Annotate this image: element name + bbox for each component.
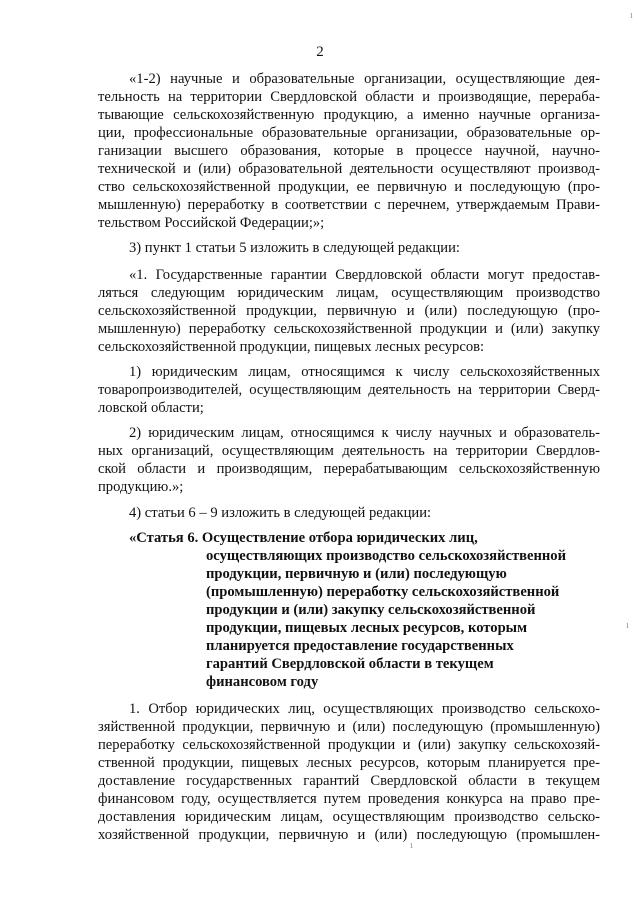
text-line: мышленную) переработку в соответствии с перечнем, утверждаемым Прави- — [98, 197, 600, 213]
text-line: ловской области; — [98, 400, 204, 416]
scan-speck: ı — [626, 620, 629, 631]
text-line: ственной продукции, пищевых лесных ресурсов, которым планируется пре- — [98, 755, 600, 771]
article-heading-line: продукции, пищевых лесных ресурсов, которым — [206, 620, 528, 636]
text-line: технической и (или) образовательной деятельности осуществляют производ- — [98, 161, 600, 177]
text-line: переработку сельскохозяйственной продукции и (или) закупку сельскохозяй- — [98, 737, 600, 753]
text-line: товаропроизводителей, осуществляющим деятельность на территории Сверд- — [98, 382, 600, 398]
text-line: тельством Российской Федерации;»; — [98, 215, 325, 231]
article-heading-line: планируется предоставление государственных — [206, 638, 514, 654]
text-line: «1-2) научные и образовательные организации, осуществляющие дея- — [129, 71, 600, 87]
text-line: 1) юридическим лицам, относящимся к числу сельскохозяйственных — [129, 364, 600, 380]
text-line: сельскохозяйственной продукции, первичную и (или) последующую (про- — [98, 303, 600, 319]
text-line: хозяйственной продукции, первичную и (или) последующую (промышлен- — [98, 827, 600, 843]
text-line: продукцию.»; — [98, 479, 184, 495]
text-line: ство сельскохозяйственной продукции, ее первичную и последующую (про- — [98, 179, 600, 195]
text-line: доставления юридическим лицам, осуществляющим производство сельско- — [98, 809, 600, 825]
text-line: тывающие сельскохозяйственную продукцию, а именно научные организа- — [98, 107, 600, 123]
scan-speck: ı — [630, 10, 633, 21]
text-line: тельность на территории Свердловской области и производящие, перераба- — [98, 89, 600, 105]
text-line: ных организаций, осуществляющим деятельность на территории Свердлов- — [98, 443, 600, 459]
article-heading-line: (промышленную) переработку сельскохозяйственной — [206, 584, 560, 600]
text-line: ганизации высшего образования, которые в процессе научной, научно- — [98, 143, 600, 159]
article-heading-line: осуществляющих производство сельскохозяйственной — [206, 548, 567, 564]
text-line: доставление государственных гарантий Свердловской области в текущем — [98, 773, 600, 789]
article-heading-line: гарантий Свердловской области в текущем — [206, 656, 494, 672]
article-heading-line: продукции и (или) закупку сельскохозяйственной — [206, 602, 536, 618]
text-line: ской области и производящим, перерабатывающим сельскохозяйственную — [98, 461, 600, 477]
text-line: сельскохозяйственной продукции, пищевых лесных ресурсов: — [98, 339, 485, 355]
text-line: 2) юридическим лицам, относящимся к числу научных и образователь- — [129, 425, 600, 441]
text-line: зяйственной продукции, первичную и (или) последующую (промышленную) — [98, 719, 600, 735]
page-number: 2 — [316, 44, 324, 60]
text-line: мышленную) переработку сельскохозяйственной продукции и (или) закупку — [98, 321, 600, 337]
text-line: ляться следующим юридическим лицам, осуществляющим производство — [98, 285, 600, 301]
text-line: 3) пункт 1 статьи 5 изложить в следующей редакции: — [129, 240, 460, 256]
article-heading-line: финансовом году — [206, 674, 319, 690]
text-line: «1. Государственные гарантии Свердловской области могут предостав- — [129, 267, 600, 283]
article-heading-line: «Статья 6. Осуществление отбора юридических лиц, — [129, 530, 478, 546]
scan-speck: ı — [410, 840, 413, 851]
text-line: ции, профессиональные образовательные организации, образовательные ор- — [98, 125, 600, 141]
text-line: 1. Отбор юридических лиц, осуществляющих производство сельскохо- — [129, 701, 600, 717]
article-heading-line: продукции, первичную и (или) последующую — [206, 566, 507, 582]
text-line: финансовом году, осуществляется путем проведения конкурса на право пре- — [98, 791, 600, 807]
text-line: 4) статьи 6 – 9 изложить в следующей редакции: — [129, 505, 432, 521]
